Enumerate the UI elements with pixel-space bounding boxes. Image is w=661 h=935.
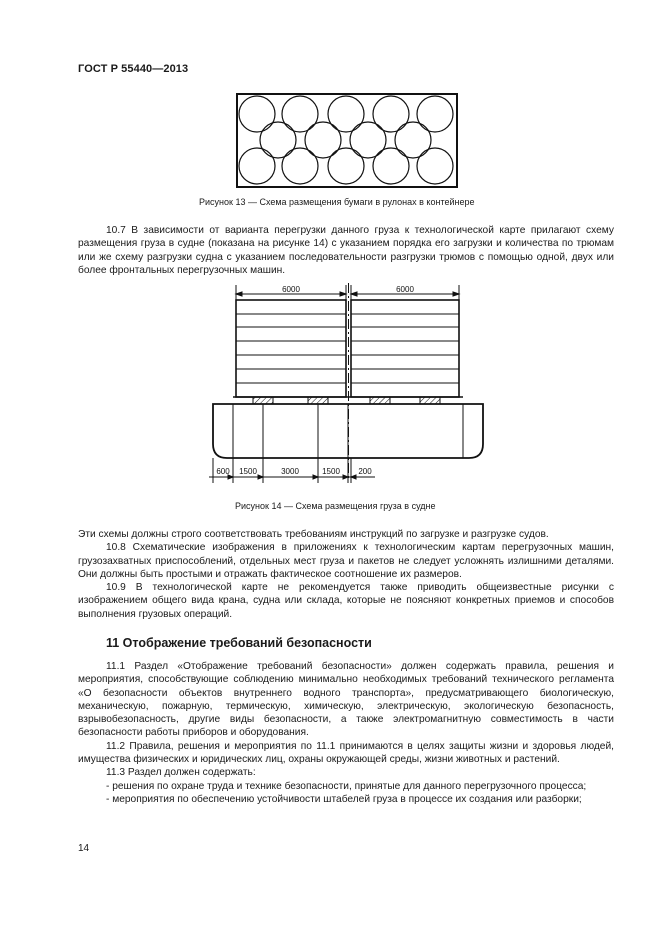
list-item: - решения по охране труда и технике безопасности, принятые для данного перегрузочного процесса; bbox=[106, 780, 587, 792]
dim-label-bottom: 200 bbox=[358, 467, 372, 476]
paper-roll bbox=[417, 148, 453, 184]
paragraphs-block-3 bbox=[78, 660, 614, 806]
paper-roll bbox=[328, 96, 364, 132]
section-11-heading: 11 Отображение требований безопасности bbox=[106, 636, 372, 650]
paper-roll bbox=[350, 122, 386, 158]
paper-roll bbox=[282, 96, 318, 132]
paragraph-11-1: 11.1 Раздел «Отображение требований безопасности» должен содержать правила, решения и мероприятия, способствующие соблюдению минимально необходимых требований технического регламента «О безопасности объектов внутреннего водного транспорта», предусматривающего биологическую, механическую, пожарную, термическую, химическую, электрическую, экологическую безопасность, взрывобезопасность, другие виды безопасности, а также электромагнитную совместимость в части безопасности работы приборов и оборудования. bbox=[78, 661, 614, 739]
paper-roll bbox=[373, 148, 409, 184]
paper-roll bbox=[239, 148, 275, 184]
page-number: 14 bbox=[78, 843, 90, 854]
figure-13-caption: Рисунок 13 — Схема размещения бумаги в рулонах в контейнере bbox=[199, 197, 475, 207]
figure-14-vessel-diagram bbox=[205, 283, 495, 493]
paper-roll bbox=[282, 148, 318, 184]
paper-roll bbox=[239, 96, 275, 132]
paper-roll bbox=[305, 122, 341, 158]
dim-label-bottom: 1500 bbox=[322, 467, 340, 476]
paper-roll bbox=[395, 122, 431, 158]
paragraph-11-2: 11.2 Правила, решения и мероприятия по 11.1 принимаются в целях защиты жизни и здоровья людей, имущества физических и юридических лиц, охраны окружающей среды, жизни животных и растений. bbox=[78, 740, 614, 766]
paragraph-text: Эти схемы должны строго соответствовать требованиям инструкций по загрузке и разгрузке судов. bbox=[78, 529, 549, 540]
paragraph-10-8: 10.8 Схематические изображения в приложениях к технологическим картам перегрузочных машин, грузозахватных приспособлений, отдельных мест груза и пакетов не следует усложнять излишними деталями. Они должны быть простыми и отражать фактическое соотношение их размеров. bbox=[78, 542, 614, 580]
paper-roll bbox=[260, 122, 296, 158]
paragraph-text: 10.7 В зависимости от варианта перегрузки данного груза к технологической карте прилагают схему размещения груза в судне (показана на рисунке 14) с указанием порядка его загрузки и количества по трюмам или же схему разгрузки судна с указанием последовательности разгрузки трюмов с помощью одной, двух или более фронтальных перегрузочных машин. bbox=[78, 225, 614, 276]
paper-roll bbox=[373, 96, 409, 132]
dim-label-bottom: 600 bbox=[216, 467, 230, 476]
dim-label-bottom: 1500 bbox=[239, 467, 257, 476]
dim-label-left: 6000 bbox=[282, 285, 300, 294]
list-item: - мероприятия по обеспечению устойчивости штабелей груза в процессе их создания или разборки; bbox=[106, 793, 582, 805]
dim-label-right: 6000 bbox=[396, 285, 414, 294]
paragraph-11-3: 11.3 Раздел должен содержать: bbox=[106, 767, 256, 779]
figure-13-container-diagram bbox=[236, 93, 458, 188]
paragraph-10-7 bbox=[78, 224, 614, 277]
dim-label-bottom: 3000 bbox=[281, 467, 299, 476]
paragraph-10-9: 10.9 В технологической карте не рекомендуется также приводить общеизвестные рисунки с изображением общего вида крана, судна или склада, которые не поясняют конкретных приемов и способов выполнения грузовых операций. bbox=[78, 582, 614, 620]
paper-roll bbox=[417, 96, 453, 132]
paragraphs-block-2 bbox=[78, 528, 614, 621]
figure-14-caption: Рисунок 14 — Схема размещения груза в судне bbox=[235, 501, 436, 511]
paper-roll bbox=[328, 148, 364, 184]
document-code-header: ГОСТ Р 55440—2013 bbox=[78, 63, 189, 75]
